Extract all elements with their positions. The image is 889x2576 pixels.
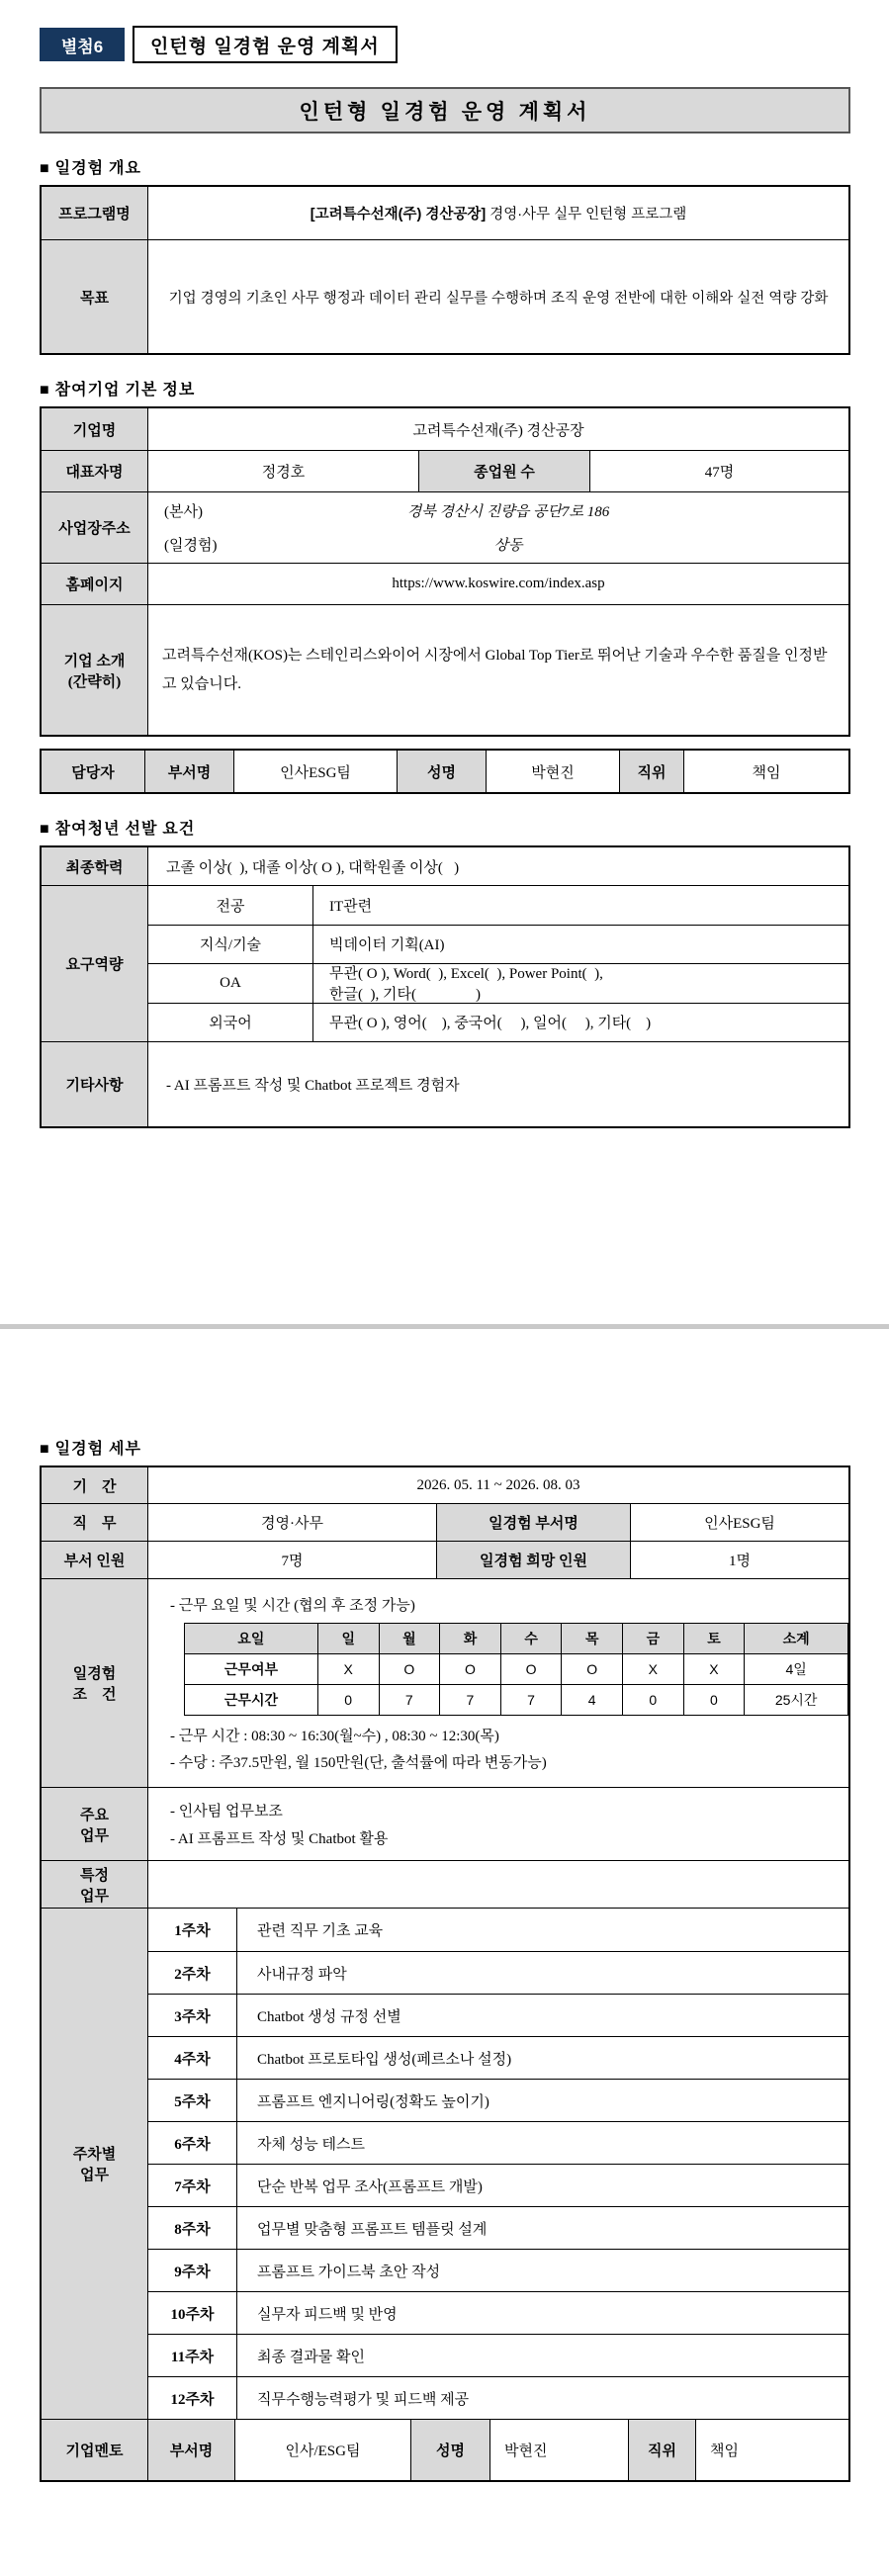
week-5-task: 프롬프트 엔지니어링(정확도 높이기): [257, 2093, 489, 2110]
schedule-work-label: 근무여부: [185, 1654, 318, 1685]
mentor-dept-label: 부서명: [148, 2420, 235, 2480]
headcount-label: 일경험 희망 인원: [437, 1542, 631, 1578]
major-subrow: [148, 886, 848, 925]
manager-position-value: 책임: [752, 764, 781, 781]
week-10-task: 실무자 피드백 및 반영: [257, 2306, 398, 2323]
page-break-divider: [0, 1324, 889, 1329]
weekly-tasks-label-line1: 주차별: [72, 2147, 117, 2163]
schedule-header-row: [185, 1624, 848, 1654]
week-2-task: 사내규정 파악: [257, 1966, 347, 1983]
ceo-label: 대표자명: [42, 451, 148, 491]
ceo-value: 정경호: [148, 451, 419, 491]
week-11-task: 최종 결과물 확인: [257, 2349, 365, 2365]
language-label: 외국어: [148, 1004, 313, 1042]
weekly-tasks-list: [148, 1909, 848, 2419]
website-label: 홈페이지: [42, 564, 148, 604]
hours-tue: 7: [440, 1685, 501, 1716]
major-label: 전공: [148, 886, 313, 925]
mentor-position-value: 책임: [710, 2443, 739, 2459]
schedule-header-sun: 일: [317, 1624, 379, 1654]
week-12-task: 직무수행능력평가 및 피드백 제공: [257, 2391, 470, 2408]
week-1-task: 관련 직무 기초 교육: [257, 1923, 384, 1939]
schedule-header-tue: 화: [440, 1624, 501, 1654]
schedule-header-total: 소계: [745, 1624, 848, 1654]
mentor-dept-value: 인사/ESG팀: [235, 2420, 411, 2480]
competency-label: 요구역량: [42, 886, 148, 1041]
week-6-label: 6주차: [148, 2122, 237, 2164]
etc-label: 기타사항: [42, 1042, 148, 1126]
week-9-task: 프롬프트 가이드북 초안 작성: [257, 2264, 441, 2280]
week-7-label: 7주차: [148, 2165, 237, 2206]
condition-row: [42, 1578, 848, 1787]
education-row: [42, 847, 848, 885]
address-site-value: 상동: [493, 538, 523, 554]
week-8-label: 8주차: [148, 2207, 237, 2249]
company-name-label: 기업명: [42, 408, 148, 450]
week-5-label: 5주차: [148, 2080, 237, 2121]
period-label: 기 간: [42, 1467, 148, 1503]
week-row-6: [148, 2121, 848, 2164]
schedule-header-sat: 토: [683, 1624, 745, 1654]
week-7-task: 단순 반복 업무 조사(프롬프트 개발): [257, 2178, 483, 2195]
week-row-5: [148, 2079, 848, 2121]
week-row-12: [148, 2376, 848, 2419]
schedule-header-day: 요일: [185, 1624, 318, 1654]
condition-label-line2: 조 건: [72, 1687, 117, 1703]
schedule-header-fri: 금: [623, 1624, 684, 1654]
job-value: 경영·사무: [148, 1504, 437, 1541]
company-info-table: [40, 406, 850, 737]
language-subrow: [148, 1003, 848, 1042]
section-title-overview: ■ 일경험 개요: [40, 160, 141, 177]
knowledge-label: 지식/기술: [148, 926, 313, 964]
oa-label: OA: [148, 964, 313, 1003]
selection-table: [40, 845, 850, 1128]
schedule-header-mon: 월: [379, 1624, 440, 1654]
week-3-task: Chatbot 생성 규정 선별: [257, 2008, 401, 2025]
week-1-label: 1주차: [148, 1909, 237, 1951]
manager-dept-value: 인사ESG팀: [234, 751, 398, 792]
schedule-header-thu: 목: [562, 1624, 623, 1654]
document-title-box: 인턴형 일경험 운영 계획서: [133, 26, 398, 63]
address-hq-value: 경북 경산시 진량읍 공단7로 186: [406, 504, 610, 520]
special-tasks-content: [148, 1861, 848, 1908]
company-intro-row: [42, 604, 848, 735]
mentor-row: [42, 2419, 848, 2480]
week-row-1: [148, 1909, 848, 1951]
condition-intro: - 근무 요일 및 시간 (협의 후 조정 가능): [170, 1598, 415, 1614]
program-name-company: [고려특수선재(주) 경산공장]: [310, 207, 487, 222]
main-tasks-label: [42, 1788, 148, 1860]
special-tasks-row: [42, 1860, 848, 1908]
education-label: 최종학력: [42, 847, 148, 885]
week-12-label: 12주차: [148, 2377, 237, 2419]
week-8-task: 업무별 맞춤형 프롬프트 템플릿 설계: [257, 2221, 488, 2238]
program-name-row: [42, 187, 848, 239]
company-intro-label-line2: (간략히): [67, 673, 122, 690]
hours-total: 25시간: [745, 1685, 848, 1716]
work-mon: O: [379, 1654, 440, 1685]
mentor-label: 기업멘토: [42, 2420, 148, 2480]
oa-value: [313, 964, 848, 1003]
address-hq-label: (본사): [164, 504, 203, 520]
main-task-2: - AI 프롬프트 작성 및 Chatbot 활용: [170, 1831, 389, 1847]
weekly-tasks-label: [42, 1909, 148, 2419]
work-fri: X: [623, 1654, 684, 1685]
period-value: 2026. 05. 11 ~ 2026. 08. 03: [416, 1476, 580, 1493]
address-site-line: [148, 528, 848, 562]
knowledge-value: 빅데이터 기획(AI): [329, 937, 445, 954]
condition-pay: - 수당 : 주37.5만원, 월 150만원(단, 출석률에 따라 변동가능): [170, 1755, 547, 1771]
week-4-task: Chatbot 프로토타입 생성(페르소나 설정): [257, 2051, 512, 2068]
company-intro-label-line1: 기업 소개: [63, 653, 126, 669]
hours-fri: 0: [623, 1685, 684, 1716]
main-tasks-row: [42, 1787, 848, 1860]
condition-content: [148, 1579, 848, 1787]
attachment-badge: 별첨6: [40, 28, 125, 61]
goal-value: 기업 경영의 기초인 사무 행정과 데이터 관리 실무를 수행하며 조직 운영 전반에 대한 이해와 실전 역량 강화: [168, 290, 829, 307]
condition-work-time: - 근무 시간 : 08:30 ~ 16:30(월~수) , 08:30 ~ 12:30(목): [170, 1729, 499, 1744]
detail-table: [40, 1466, 850, 2482]
special-tasks-label-line2: 업무: [80, 1888, 109, 1905]
hours-sun: 0: [317, 1685, 379, 1716]
week-row-9: [148, 2249, 848, 2291]
website-row: [42, 563, 848, 604]
competency-group-row: [42, 885, 848, 1041]
address-row: [42, 491, 848, 563]
schedule-header-wed: 수: [500, 1624, 562, 1654]
banner-title: 인턴형 일경험 운영 계획서: [40, 87, 850, 133]
company-intro-label: [42, 605, 148, 735]
address-values: [148, 492, 848, 563]
address-site-label: (일경험): [164, 538, 218, 554]
week-row-7: [148, 2164, 848, 2206]
manager-strip: [40, 749, 850, 794]
headcount-value: 1명: [729, 1554, 751, 1569]
dept-size-label: 부서 인원: [42, 1542, 148, 1578]
employees-label: 종업원 수: [419, 451, 590, 491]
manager-name-value: 박현진: [487, 751, 620, 792]
main-tasks-content: [148, 1788, 848, 1860]
week-3-label: 3주차: [148, 1995, 237, 2036]
manager-dept-label: 부서명: [145, 751, 234, 792]
week-4-label: 4주차: [148, 2037, 237, 2079]
manager-name-label: 성명: [398, 751, 487, 792]
week-10-label: 10주차: [148, 2292, 237, 2334]
condition-label-line1: 일경험: [72, 1666, 117, 1682]
experience-dept-label: 일경험 부서명: [437, 1504, 631, 1541]
week-6-task: 자체 성능 테스트: [257, 2136, 365, 2153]
knowledge-subrow: [148, 925, 848, 964]
company-intro-value: 고려특수선재(KOS)는 스테인리스와이어 시장에서 Global Top Tier로 뛰어난 기술과 우수한 품질을 인정받고 있습니다.: [162, 648, 828, 692]
major-value: IT관련: [329, 898, 373, 915]
weekly-tasks-label-line2: 업무: [80, 2168, 109, 2183]
ceo-row: [42, 450, 848, 491]
week-row-11: [148, 2334, 848, 2376]
week-11-label: 11주차: [148, 2335, 237, 2376]
manager-position-label: 직위: [620, 751, 684, 792]
address-hq-line: [148, 494, 848, 528]
week-row-10: [148, 2291, 848, 2334]
oa-subrow: [148, 963, 848, 1003]
hours-thu: 4: [562, 1685, 623, 1716]
address-label: 사업장주소: [42, 492, 148, 563]
hours-mon: 7: [379, 1685, 440, 1716]
week-row-3: [148, 1994, 848, 2036]
hours-wed: 7: [500, 1685, 562, 1716]
program-name-rest: 경영·사무 실무 인턴형 프로그램: [486, 207, 687, 222]
overview-table: [40, 185, 850, 355]
schedule-hours-label: 근무시간: [185, 1685, 318, 1716]
work-wed: O: [500, 1654, 562, 1685]
document-header: [40, 26, 850, 63]
experience-dept-value: 인사ESG팀: [704, 1516, 775, 1532]
section-title-company: ■ 참여기업 기본 정보: [40, 382, 196, 399]
work-total: 4일: [745, 1654, 848, 1685]
schedule-work-row: [185, 1654, 848, 1685]
education-value: 고졸 이상( ), 대졸 이상( O ), 대학원졸 이상( ): [166, 859, 460, 876]
week-row-4: [148, 2036, 848, 2079]
hours-sat: 0: [683, 1685, 745, 1716]
etc-row: [42, 1041, 848, 1126]
job-row: [42, 1503, 848, 1541]
week-row-2: [148, 1951, 848, 1994]
mentor-position-label: 직위: [629, 2420, 696, 2480]
dept-size-value: 7명: [148, 1542, 437, 1578]
work-schedule-table: [184, 1623, 848, 1716]
schedule-hours-row: [185, 1685, 848, 1716]
section-title-detail: ■ 일경험 세부: [40, 1441, 141, 1458]
language-value: 무관( O ), 영어( ), 중국어( ), 일어( ), 기타( ): [329, 1016, 652, 1032]
program-name-value: [148, 187, 848, 239]
etc-value: - AI 프롬프트 작성 및 Chatbot 프로젝트 경험자: [166, 1078, 460, 1094]
competency-subrows: [148, 886, 848, 1041]
main-task-1: - 인사팀 업무보조: [170, 1804, 283, 1820]
week-2-label: 2주차: [148, 1952, 237, 1994]
employees-value: 47명: [704, 465, 735, 481]
mentor-name-value: 박현진: [490, 2420, 629, 2480]
condition-label: [42, 1579, 148, 1787]
week-9-label: 9주차: [148, 2250, 237, 2291]
website-value: https://www.koswire.com/index.asp: [392, 576, 605, 591]
mentor-name-label: 성명: [411, 2420, 490, 2480]
manager-row-label: 담당자: [42, 751, 145, 792]
work-thu: O: [562, 1654, 623, 1685]
work-tue: O: [440, 1654, 501, 1685]
weekly-tasks-row: [42, 1908, 848, 2419]
company-name-value: 고려특수선재(주) 경산공장: [412, 422, 584, 439]
company-name-row: [42, 408, 848, 450]
week-row-8: [148, 2206, 848, 2249]
special-tasks-label: [42, 1861, 148, 1908]
section-title-selection: ■ 참여청년 선발 요건: [40, 821, 196, 838]
work-sat: X: [683, 1654, 745, 1685]
main-tasks-label-line2: 업무: [80, 1827, 109, 1844]
oa-value-line1: 무관( O ), Word( ), Excel( ), Power Point( ),: [329, 966, 603, 983]
work-sun: X: [317, 1654, 379, 1685]
headcount-row: [42, 1541, 848, 1578]
job-label: 직 무: [42, 1504, 148, 1541]
oa-value-line2: 한글( ), 기타( ): [329, 987, 481, 1004]
program-name-label: 프로그램명: [42, 187, 148, 239]
goal-label: 목표: [42, 240, 148, 353]
main-tasks-label-line1: 주요: [80, 1807, 109, 1823]
special-tasks-label-line1: 특정: [80, 1867, 109, 1884]
goal-row: [42, 239, 848, 353]
period-row: [42, 1467, 848, 1503]
